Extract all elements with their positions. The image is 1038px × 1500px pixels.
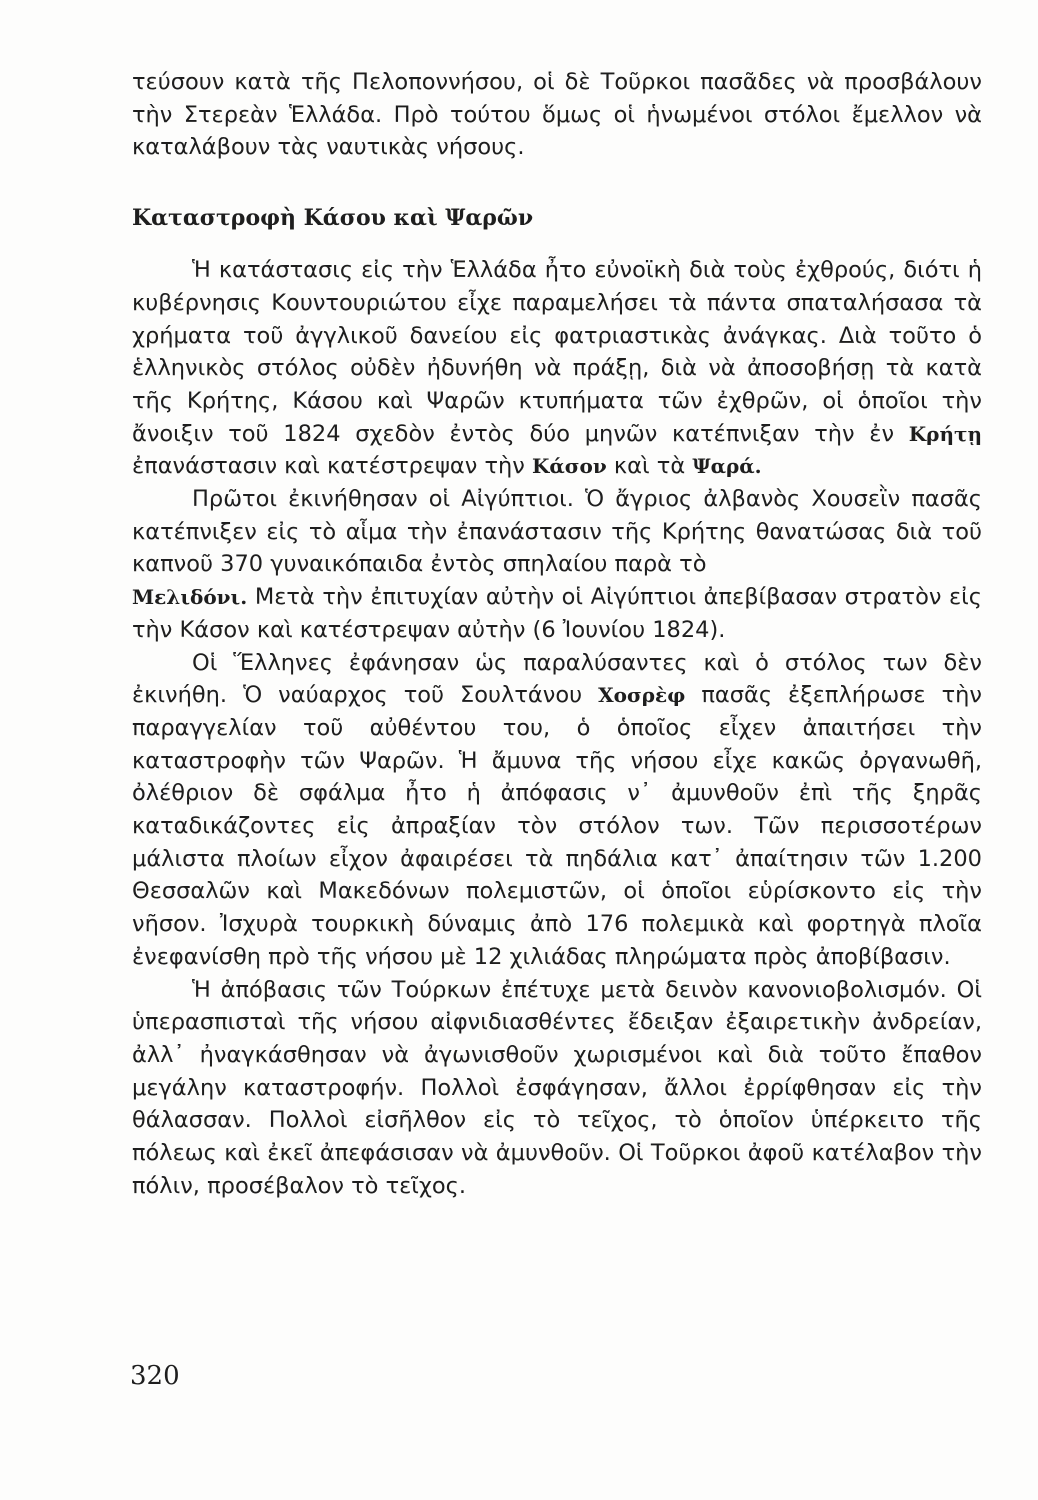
bold-place-kasos: Κάσον <box>532 454 607 479</box>
bold-place-psara: Ψαρά. <box>692 454 762 479</box>
paragraph-1-text-a: Ἡ κατάστασις εἰς τὴν Ἑλλάδα ἦτο εὐνοϊκὴ διὰ τοὺς ἐχθρούς, διότι ἡ κυβέρνησις Κουντουριώτου εἶχε παραμελήσει τὰ πάντα σπαταλήσασα τὰ χρήματα τοῦ ἀγγλικοῦ δανείου εἰς φατριαστικὰς ἀνάγκας. Διὰ τοῦτο ὁ ἑλληνικὸς στόλος οὐδὲν ἠδυνήθη νὰ πράξῃ, διὰ νὰ ἀποσοβήσῃ τὰ κατὰ τῆς Κρήτης, Κάσου καὶ Ψαρῶν κτυπήματα τῶν ἐχθρῶν, οἱ ὁποῖοι τὴν ἄνοιξιν τοῦ 1824 σχεδὸν ἐντὸς δύο μηνῶν κατέπνιξαν τὴν ἐν <box>132 257 982 447</box>
bold-place-melidoni: Μελιδόνι. <box>132 585 248 610</box>
intro-paragraph: τεύσουν κατὰ τῆς Πελοποννήσου, οἱ δὲ Τοῦρκοι πασᾶδες νὰ προσβάλουν τὴν Στερεὰν Ἑλλάδα. Πρὸ τούτου ὅμως οἱ ἡνωμένοι στόλοι ἔμελλον νὰ καταλάβουν τὰς ναυτικὰς νήσους. <box>132 69 982 161</box>
paragraph-3-text-c: πασᾶς ἐξεπλήρωσε τὴν παραγγελίαν τοῦ αὐθέντου του, ὁ ὁποῖος εἶχεν ἀπαιτήσει τὴν καταστροφὴν τῶν Ψαρῶν. Ἡ ἄμυνα τῆς νήσου εἶχε κακῶς ὀργανωθῆ, ὀλέθριον δὲ σφάλμα ἦτο ἡ ἀπόφασις ν᾿ ἀμυνθοῦν ἐπὶ τῆς ξηρᾶς καταδικάζοντες εἰς ἀπραξίαν τὸν στόλον των. Τῶν περισσοτέρων μάλιστα πλοίων εἶχον ἀφαιρέσει τὰ πηδάλια κατ᾿ ἀπαίτησιν τῶν 1.200 Θεσσαλῶν καὶ Μακεδόνων πολεμιστῶν, οἱ ὁποῖοι εὑρίσκοντο εἰς τὴν νῆσον. Ἰσχυρὰ τουρκικὴ δύναμις ἀπὸ 176 πολεμικὰ καὶ φορτηγὰ πλοῖα ἐνεφανίσθη πρὸ τῆς νήσου μὲ 12 χιλιάδας πληρώματα πρὸς ἀποβίβασιν. <box>132 682 982 970</box>
page-number: 320 <box>130 1361 180 1391</box>
bold-place-crete: Κρήτῃ <box>908 421 983 446</box>
paragraph-2 <box>132 483 982 647</box>
page-body <box>132 66 982 1203</box>
paragraph-1-text-d: καὶ τὰ <box>613 453 686 480</box>
paragraph-2-text-a: Πρῶτοι ἐκινήθησαν οἱ Αἰγύπτιοι. Ὁ ἄγριος ἀλβανὸς Χουσεῒν πασᾶς κατέπνιξεν εἰς τὸ αἷμα τὴν ἐπανάστασιν τῆς Κρήτης θανατώσας διὰ τοῦ καπνοῦ 370 γυναικόπαιδα ἐντὸς σπηλαίου παρὰ τὸ <box>132 486 982 578</box>
paragraph-1-text-c: ἐπανάστασιν καὶ κατέστρεψαν τὴν <box>132 453 525 480</box>
paragraph-1 <box>132 254 982 483</box>
paragraph-4: Ἡ ἀπόβασις τῶν Τούρκων ἐπέτυχε μετὰ δεινὸν κανονιοβολισμόν. Οἱ ὑπερασπισταὶ τῆς νήσου αἰφνιδιασθέντες ἔδειξαν ἐξαιρετικὴν ἀνδρείαν, ἀλλ᾿ ἠναγκάσθησαν νὰ ἀγωνισθοῦν χωρισμένοι καὶ διὰ τοῦτο ἔπαθον μεγάλην καταστροφήν. Πολλοὶ ἐσφάγησαν, ἄλλοι ἐρρίφθησαν εἰς τὴν θάλασσαν. Πολλοὶ εἰσῆλθον εἰς τὸ τεῖχος, τὸ ὁποῖον ὑπέρκειτο τῆς πόλεως καὶ ἐκεῖ ἀπεφάσισαν νὰ ἀμυνθοῦν. Οἱ Τοῦρκοι ἀφοῦ κατέλαβον τὴν πόλιν, προσέβαλον τὸ τεῖχος. <box>132 976 982 1199</box>
paragraph-3 <box>132 647 982 974</box>
section-heading: Καταστροφὴ Κάσου καὶ Ψαρῶν <box>132 205 534 232</box>
bold-name-chosref: Χοσρὲφ <box>598 683 686 708</box>
paragraph-3-text-a: Οἱ Ἕλληνες ἐφάνησαν ὡς παραλύσαντες καὶ ὁ στόλος των δὲν ἐκινήθη. Ὁ ναύαρχος τοῦ Σουλτάνου <box>132 649 982 709</box>
paragraph-2-text-c: Μετὰ τὴν ἐπιτυχίαν αὐτὴν οἱ Αἰγύπτιοι ἀπεβίβασαν στρατὸν εἰς τὴν Κάσον καὶ κατέστρεψαν αὐτὴν (6 Ἰουνίου 1824). <box>132 584 982 643</box>
